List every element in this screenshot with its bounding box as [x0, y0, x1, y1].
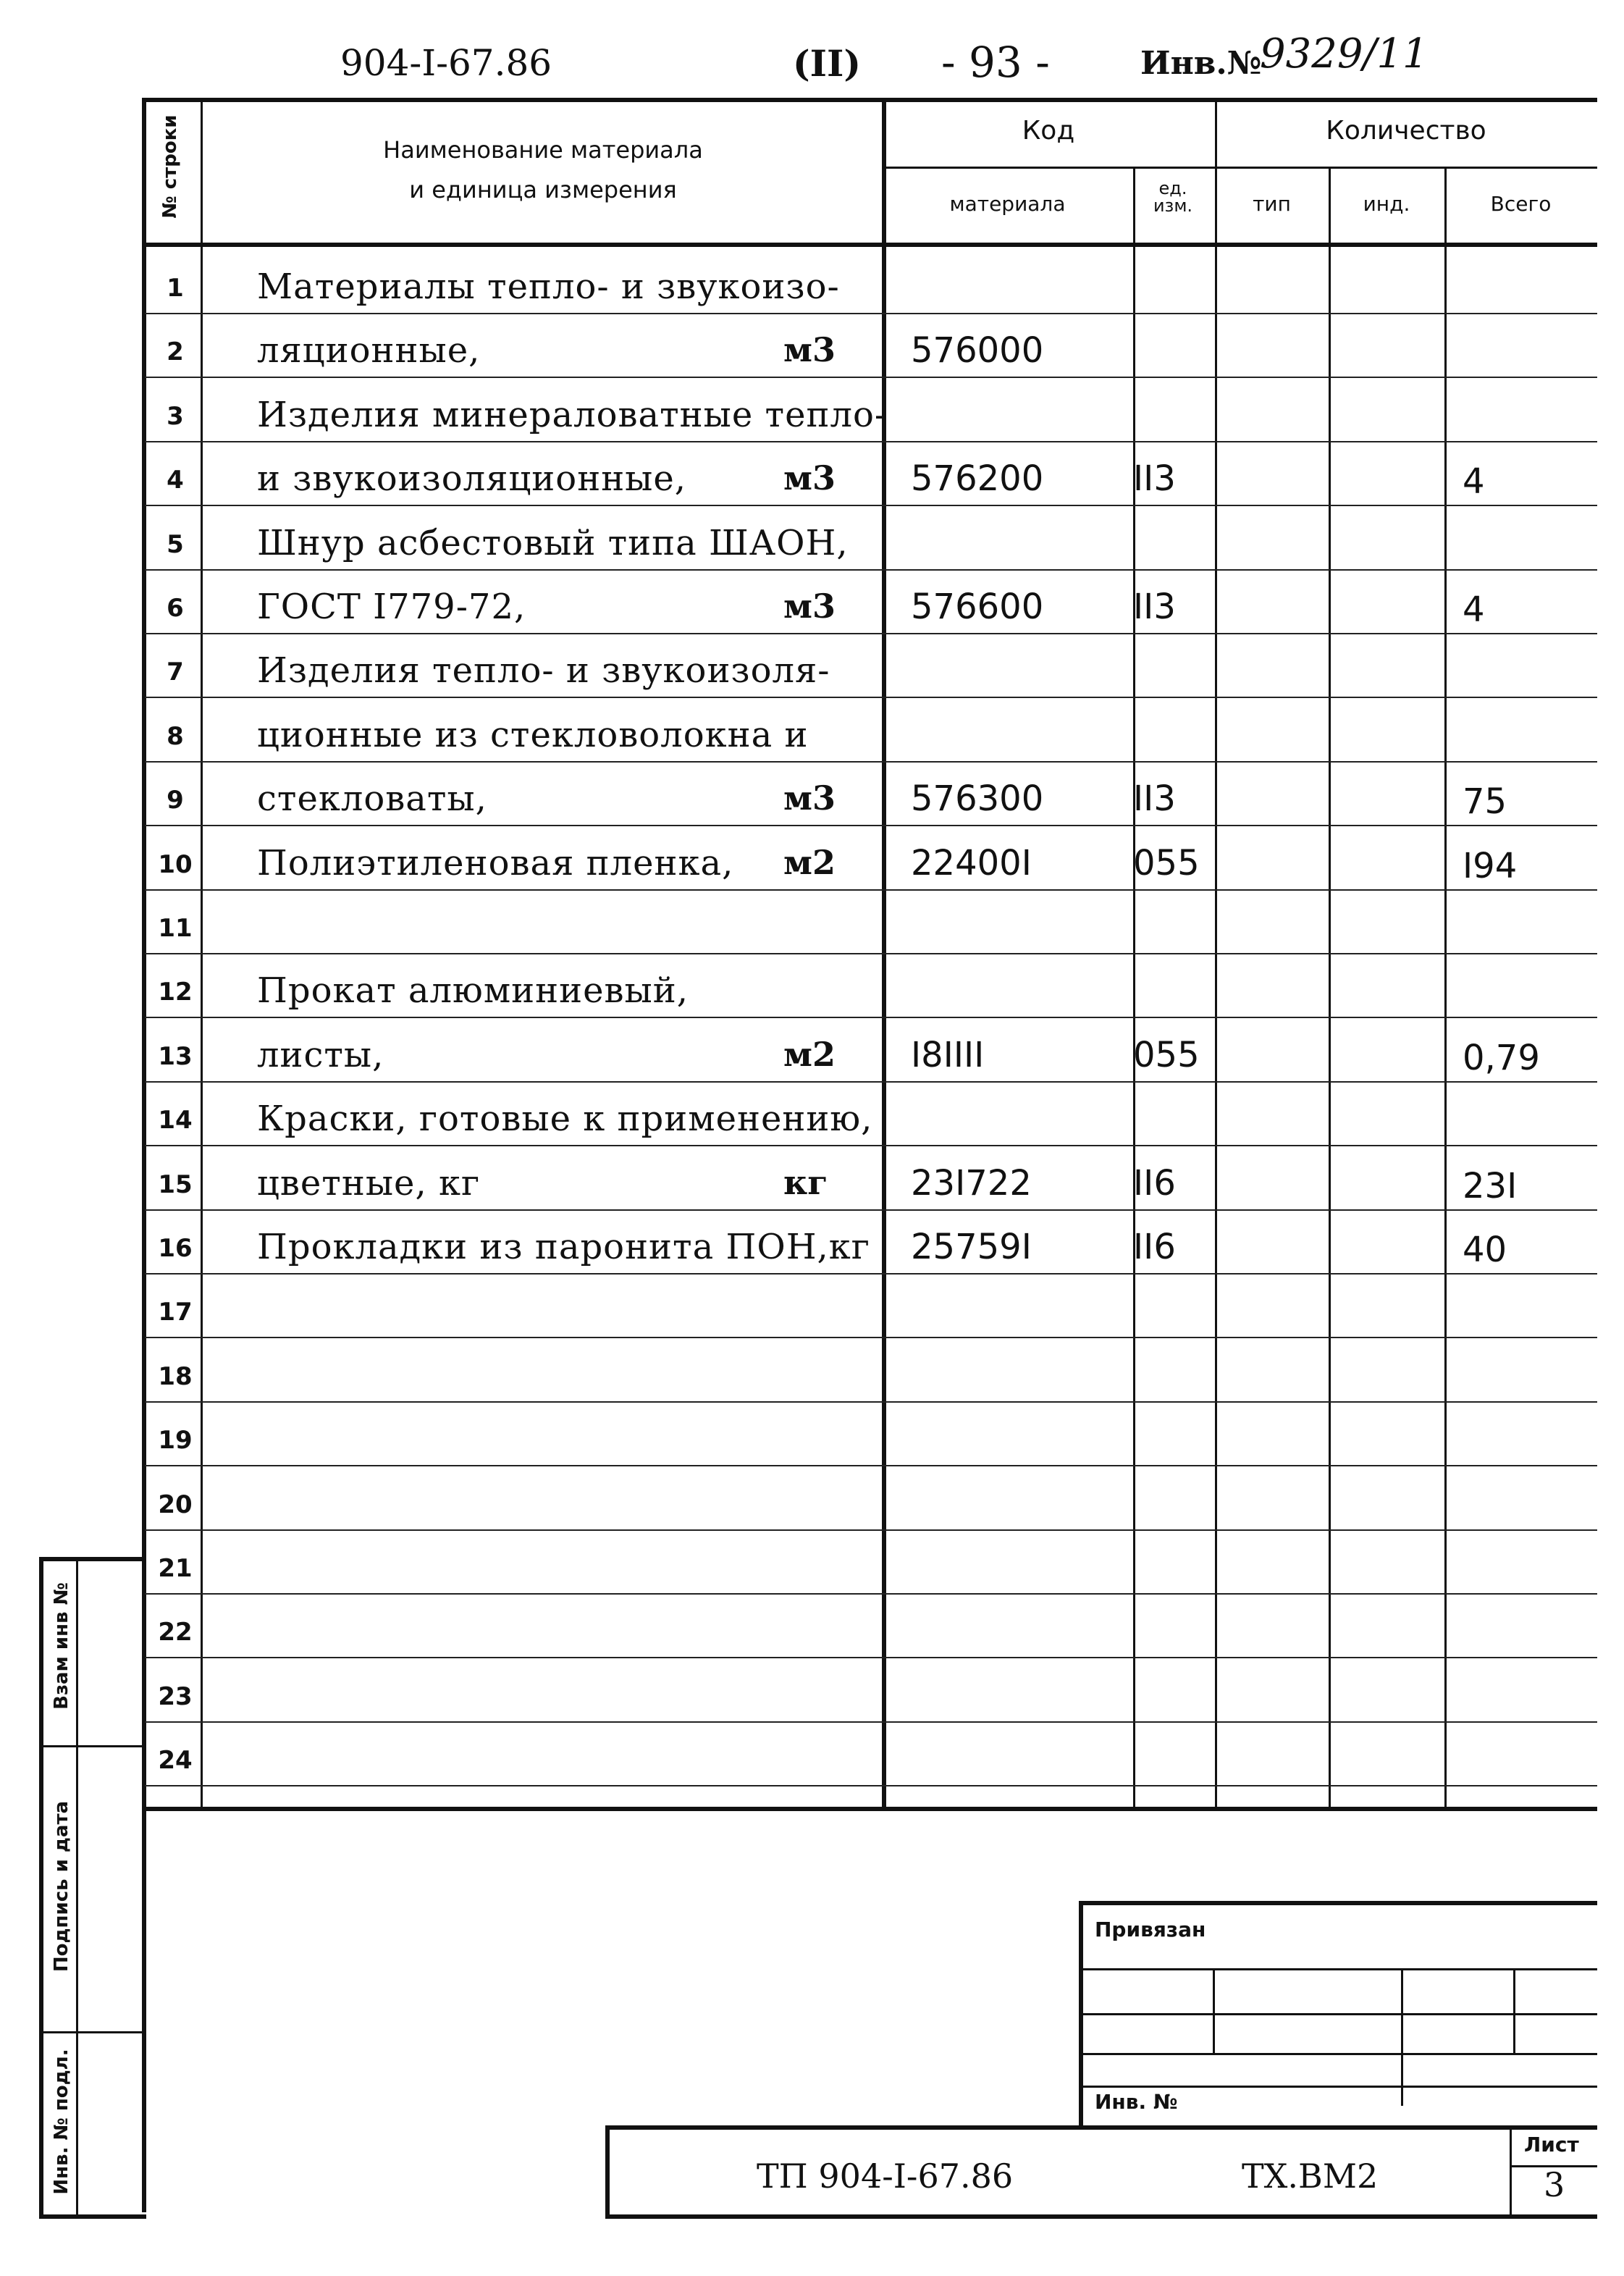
- title-block-left: [605, 2125, 610, 2216]
- row-rule: [145, 1657, 1597, 1658]
- row-number: 11: [158, 914, 193, 943]
- table-bottom-border: [142, 1807, 1597, 1811]
- material-unit: м3: [783, 458, 836, 498]
- material-code: 23I722: [911, 1162, 1032, 1204]
- row-rule: [145, 1337, 1597, 1338]
- code-unit-header: ед. изм.: [1153, 178, 1193, 216]
- row-rule: [145, 313, 1597, 314]
- row-rule: [145, 1145, 1597, 1146]
- unit-code: II3: [1133, 587, 1176, 627]
- total-quantity: 75: [1463, 781, 1507, 823]
- row-rule: [145, 761, 1597, 763]
- row-number: 6: [167, 594, 184, 623]
- name-header-line2: и единица измерения: [409, 176, 677, 203]
- binding-line-3: [1079, 2053, 1597, 2055]
- binding-stamp-top: [1079, 1901, 1597, 1905]
- row-rule: [145, 1785, 1597, 1786]
- code-unit-divider: [1133, 167, 1135, 1807]
- row-number: 10: [158, 849, 193, 879]
- binding-col-3: [1513, 1968, 1515, 2053]
- row-number: 13: [158, 1041, 193, 1071]
- row-number: 7: [167, 658, 184, 687]
- material-code: 25759I: [911, 1227, 1032, 1267]
- material-unit: м3: [783, 330, 836, 370]
- qty-total-header: Всего: [1490, 192, 1552, 216]
- side-stamp-border: [39, 1557, 43, 2216]
- material-name: Краски, готовые к применению,: [257, 1099, 873, 1140]
- material-name: ляционные,: [257, 330, 481, 371]
- name-code-divider: [882, 98, 886, 1807]
- material-name: Материалы тепло- и звукоизо-: [257, 266, 840, 307]
- table-top-border: [142, 98, 1597, 102]
- unit-code: II3: [1133, 458, 1176, 500]
- material-name: и звукоизоляционные,: [257, 458, 687, 500]
- row-rule: [145, 1465, 1597, 1466]
- material-name: Прокат алюминиевый,: [257, 970, 689, 1012]
- material-unit: м2: [783, 842, 836, 882]
- row-rule: [145, 633, 1597, 634]
- row-number: 23: [158, 1681, 193, 1711]
- material-name: Шнур асбестовый типа ШАОН,: [257, 522, 849, 563]
- side-stamp-divider: [76, 1557, 78, 2216]
- row-rule: [145, 825, 1597, 826]
- binding-line-2: [1079, 2013, 1597, 2015]
- row-number: 12: [158, 978, 193, 1007]
- row-rule: [145, 1529, 1597, 1531]
- material-code: 576300: [911, 778, 1044, 820]
- row-number: 17: [158, 1298, 193, 1327]
- row-rule: [145, 889, 1597, 891]
- qty-ind-header: инд.: [1363, 192, 1410, 216]
- row-number: 16: [158, 1234, 193, 1263]
- sheet-cell-divider: [1510, 2125, 1512, 2216]
- header-bottom-border: [142, 243, 1597, 247]
- document-part: (II): [793, 42, 862, 85]
- material-unit: м3: [783, 778, 836, 818]
- total-quantity: 4: [1463, 461, 1485, 503]
- side-stamp-sep-1: [39, 1745, 146, 1747]
- material-unit: м2: [783, 1034, 836, 1074]
- unit-code: II6: [1133, 1162, 1176, 1204]
- material-name: Полиэтиленовая пленка,: [257, 842, 734, 883]
- row-rule: [145, 1273, 1597, 1275]
- unit-code: II3: [1133, 778, 1176, 820]
- code-quantity-divider: [1215, 98, 1217, 1807]
- type-ind-divider: [1329, 167, 1331, 1807]
- material-code: 576600: [911, 587, 1044, 627]
- table-left-border: [142, 98, 146, 2212]
- material-code: 22400I: [911, 842, 1032, 883]
- title-block-bottom: [605, 2214, 1597, 2219]
- material-name: Прокладки из паронита ПОН,кг: [257, 1227, 870, 1267]
- row-number: 22: [158, 1618, 193, 1647]
- material-unit: кг: [783, 1162, 828, 1202]
- row-rule: [145, 1209, 1597, 1211]
- original-inventory-label: Инв. № подл.: [51, 2049, 72, 2195]
- row-rule: [145, 377, 1597, 378]
- title-section-code: ТХ.ВМ2: [1242, 2157, 1379, 2196]
- total-quantity: I94: [1463, 845, 1518, 886]
- material-name: Изделия тепло- и звукоизоля-: [257, 650, 830, 692]
- material-code: 576000: [911, 330, 1044, 371]
- row-rule: [145, 569, 1597, 571]
- row-number: 4: [167, 466, 184, 495]
- sheet-number: 3: [1544, 2165, 1565, 2204]
- row-number: 5: [167, 529, 184, 559]
- sheet-label: Лист: [1524, 2133, 1579, 2157]
- binding-col-2: [1401, 1968, 1403, 2106]
- qty-type-header: тип: [1253, 192, 1291, 216]
- binding-label: Привязан: [1095, 1918, 1206, 1941]
- row-number: 19: [158, 1426, 193, 1456]
- row-number-header: № строки: [159, 114, 181, 219]
- total-quantity: 40: [1463, 1230, 1507, 1270]
- name-header-line1: Наименование материала: [383, 136, 703, 164]
- row-number: 20: [158, 1490, 193, 1519]
- row-number: 9: [167, 786, 184, 815]
- material-name: ГОСТ I779-72,: [257, 587, 526, 627]
- inventory-label: Инв.№: [1140, 45, 1262, 82]
- material-unit: м3: [783, 587, 836, 626]
- row-rule: [145, 441, 1597, 442]
- replacement-inventory-label: Взам инв №: [51, 1582, 72, 1710]
- total-quantity: 4: [1463, 589, 1485, 630]
- document-number: 904-I-67.86: [340, 42, 552, 84]
- row-number-divider: [201, 98, 203, 1807]
- inventory-handwritten: 9329/11: [1260, 30, 1429, 77]
- page-number: - 93 -: [941, 38, 1050, 87]
- material-name: стекловаты,: [257, 778, 487, 820]
- material-name: Изделия минераловатные тепло-: [257, 394, 888, 435]
- binding-inventory-label: Инв. №: [1095, 2090, 1178, 2114]
- row-number: 3: [167, 401, 184, 431]
- row-number: 14: [158, 1106, 193, 1135]
- row-number: 15: [158, 1170, 193, 1199]
- binding-line-1: [1079, 1968, 1597, 1970]
- unit-code: 055: [1133, 1034, 1200, 1075]
- unit-code: II6: [1133, 1227, 1176, 1267]
- header-subdivision: [882, 167, 1597, 169]
- total-quantity: 0,79: [1463, 1037, 1540, 1078]
- row-rule: [145, 1017, 1597, 1018]
- total-quantity: 23I: [1463, 1165, 1518, 1206]
- code-header: Код: [1022, 116, 1075, 146]
- title-document-code: ТП 904-I-67.86: [757, 2157, 1014, 2196]
- unit-code: 055: [1133, 842, 1200, 883]
- material-code: I8IIII: [911, 1034, 985, 1075]
- ind-total-divider: [1444, 167, 1447, 1807]
- row-number: 1: [167, 274, 184, 303]
- row-rule: [145, 1401, 1597, 1403]
- material-code: 576200: [911, 458, 1044, 500]
- code-material-header: материала: [949, 192, 1066, 216]
- row-number: 2: [167, 337, 184, 367]
- row-number: 8: [167, 721, 184, 751]
- row-rule: [145, 505, 1597, 506]
- quantity-header: Количество: [1326, 116, 1486, 146]
- material-name: ционные из стекловолокна и: [257, 714, 809, 755]
- row-rule: [145, 1721, 1597, 1723]
- material-name: цветные, кг: [257, 1162, 481, 1204]
- row-rule: [145, 1081, 1597, 1083]
- material-name: листы,: [257, 1034, 384, 1075]
- binding-line-4: [1079, 2086, 1597, 2088]
- row-rule: [145, 1593, 1597, 1595]
- row-number: 18: [158, 1361, 193, 1391]
- row-number: 24: [158, 1746, 193, 1776]
- signature-date-label: Подпись и дата: [51, 1800, 72, 1973]
- title-block-top: [605, 2125, 1597, 2130]
- row-rule: [145, 953, 1597, 954]
- binding-col-1: [1213, 1968, 1215, 2053]
- row-number: 21: [158, 1554, 193, 1583]
- row-rule: [145, 697, 1597, 698]
